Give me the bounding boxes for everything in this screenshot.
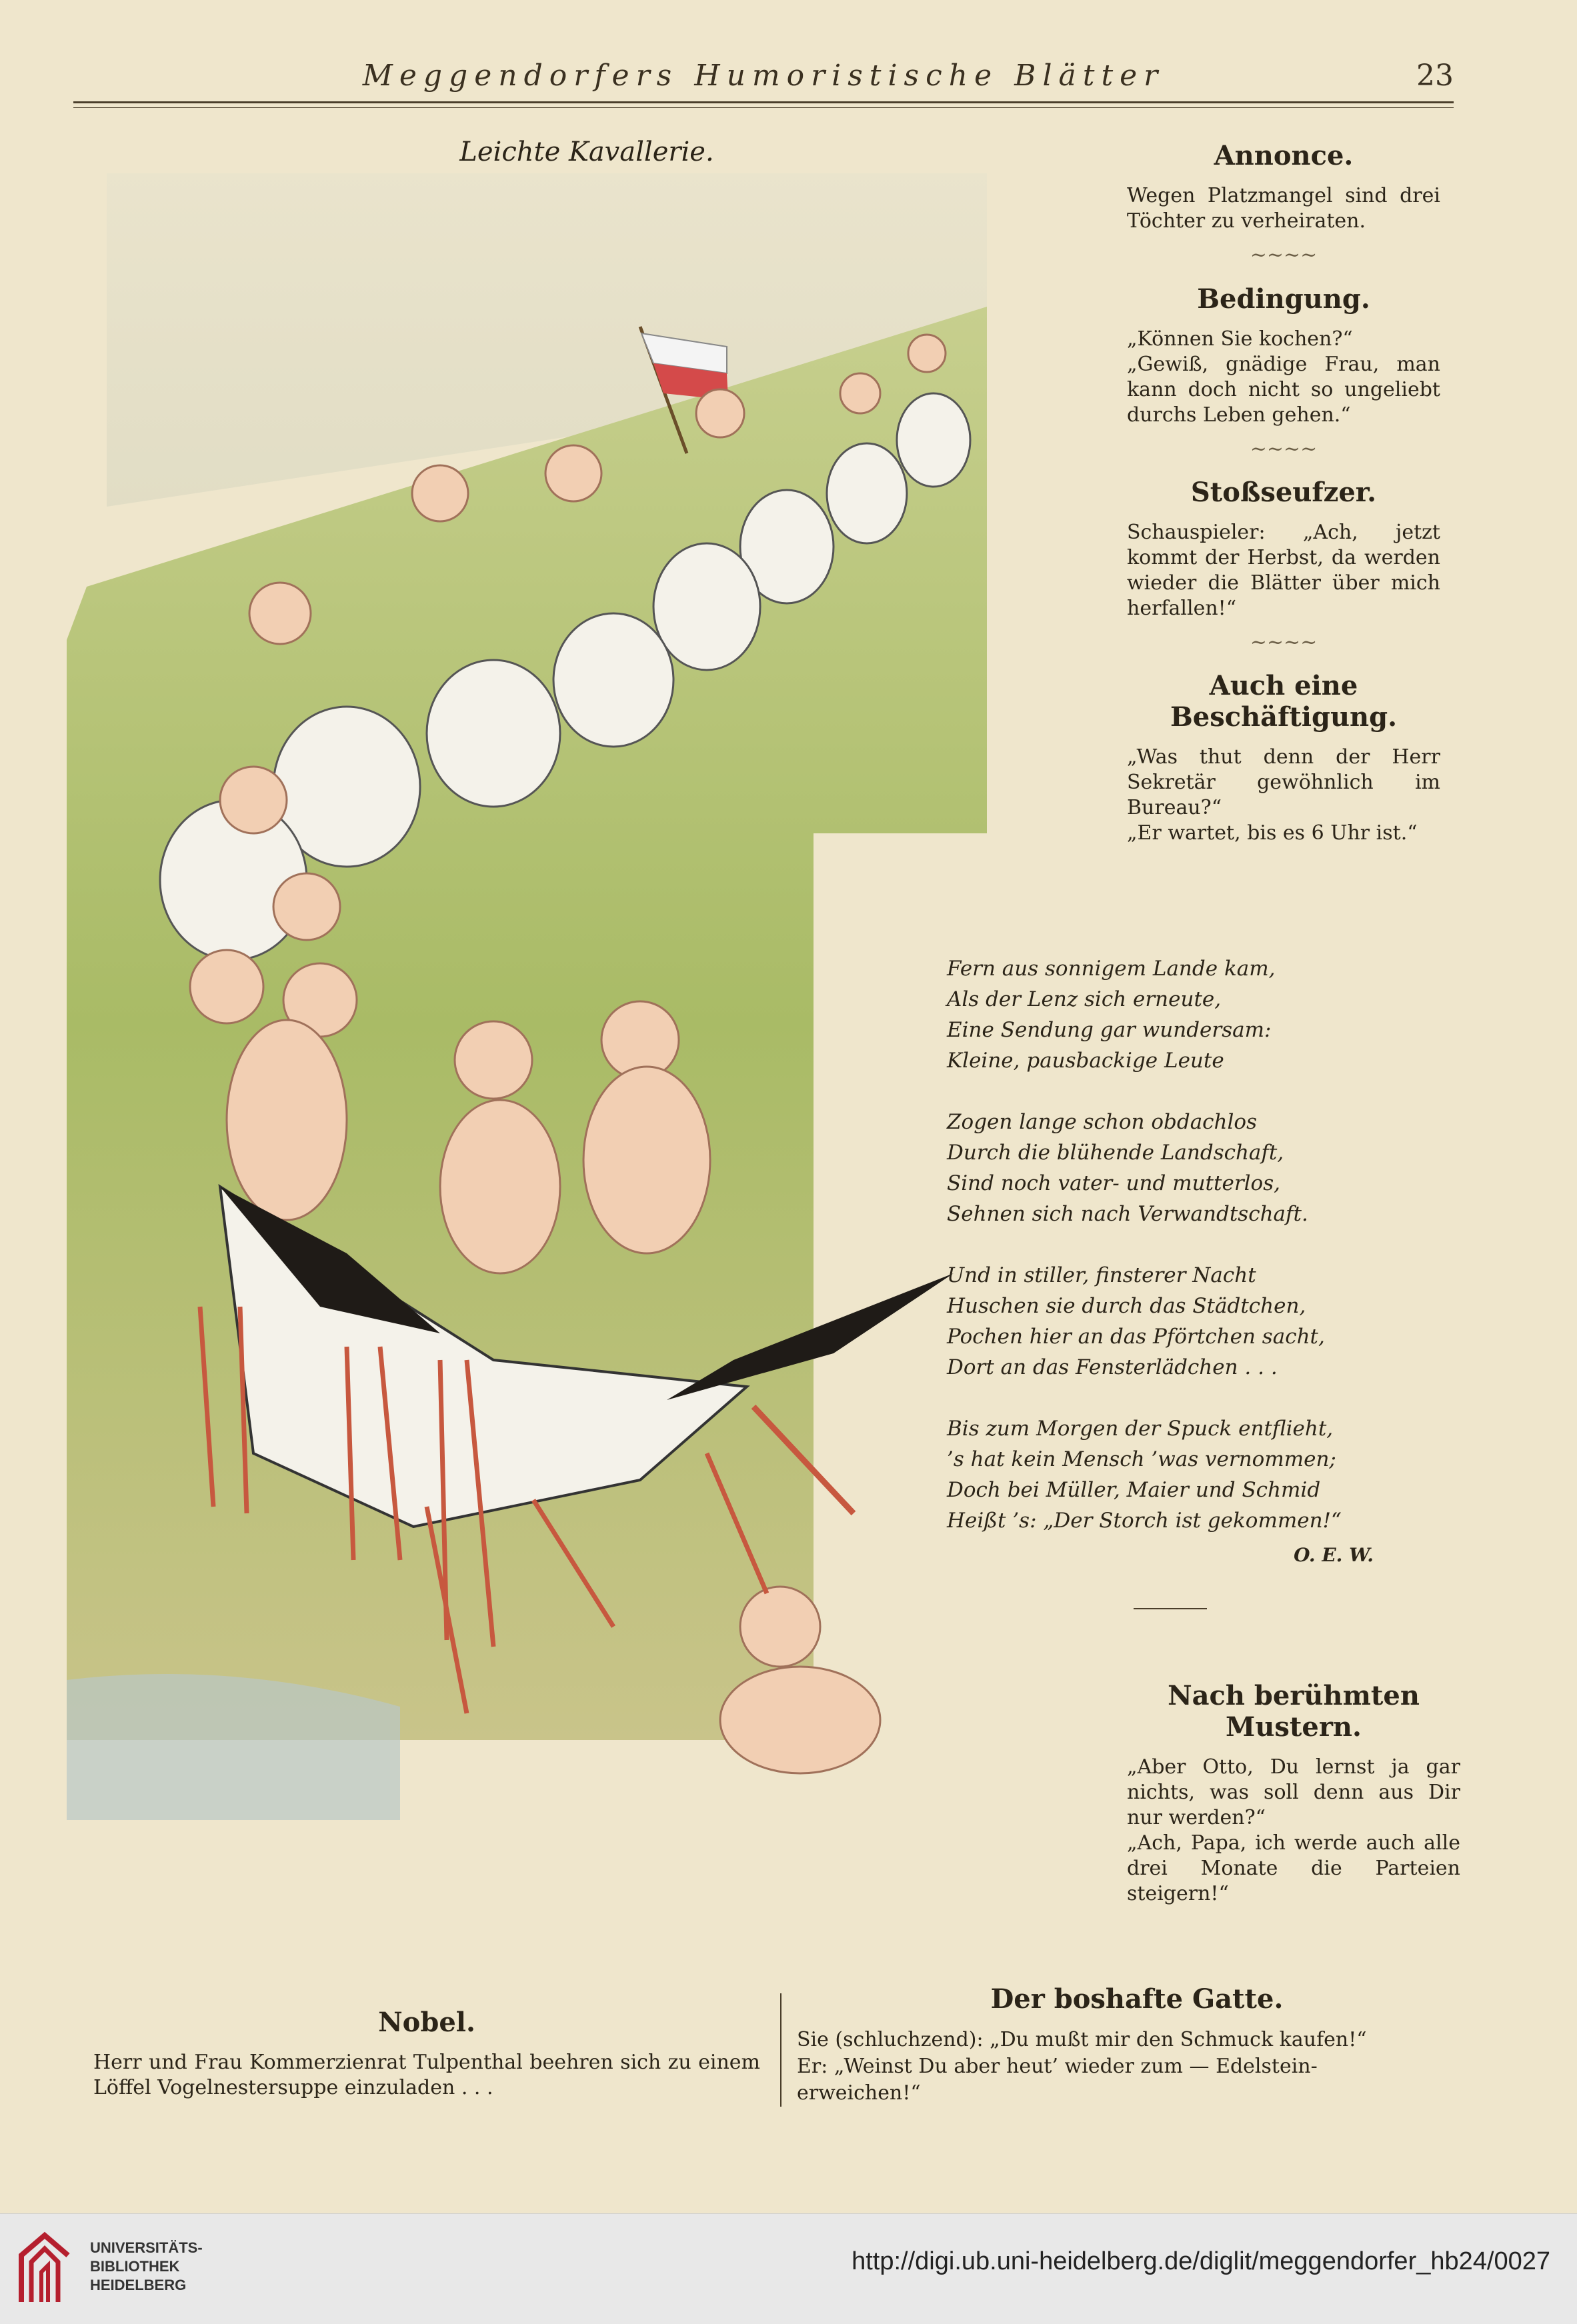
divider-squiggle: ~~~~	[1250, 243, 1318, 267]
beschaeftigung-title: Auch eine Beschäftigung.	[1170, 670, 1398, 733]
nobel-title: Nobel.	[378, 2007, 475, 2038]
library-footer	[0, 2213, 1577, 2324]
gatte-line-sie: Sie (schluchzend): „Du mußt mir den Schmuck kaufen!“	[797, 2028, 1367, 2051]
muster-title: Nach berühmten Mustern.	[1168, 1680, 1420, 1743]
divider-squiggle: ~~~~	[1250, 631, 1318, 654]
gatte-title: Der boshafte Gatte.	[990, 1983, 1284, 2015]
header-rule	[73, 101, 1454, 103]
library-logo-icon[interactable]	[15, 2229, 75, 2309]
poem-stanza: Und in stiller, finsterer Nacht Huschen sie durch das Städtchen, Pochen hier an das Pförtchen sacht, Dort an das Fensterlädchen . . .	[947, 1263, 1325, 1379]
poem-stanza: Bis zum Morgen der Spuck entflieht, ’s hat kein Mensch ’was vernommen; Doch bei Müller, Maier und Schmid Heißt ’s: „Der Storch ist gekommen!“	[947, 1417, 1342, 1533]
nobel-text: Herr und Frau Kommerzienrat Tulpenthal beehren sich zu einem Löffel Vogelnestersuppe einzuladen . . .	[93, 2051, 760, 2099]
page-number: 23	[1416, 59, 1454, 93]
section-gatte	[797, 1983, 1477, 2107]
bedingung-text: „Können Sie kochen?“ „Gewiß, gnädige Frau, man kann doch nicht so ungeliebt durchs Leben gehen.“	[1127, 327, 1440, 427]
beschaeftigung-text: „Was thut denn der Herr Sekretär gewöhnlich im Bureau?“ „Er wartet, bis es 6 Uhr ist.“	[1127, 745, 1440, 845]
annonce-text: Wegen Platzmangel sind drei Töchter zu verheiraten.	[1127, 184, 1440, 233]
stossseufzer-text: Schauspieler: „Ach, jetzt kommt der Herbst, da werden wieder die Blätter über mich herfallen!“	[1127, 521, 1440, 620]
section-beschaeftigung	[1127, 670, 1440, 846]
muster-text: „Aber Otto, Du lernst ja gar nichts, was soll denn aus Dir nur werden?“ „Ach, Papa, ich werde auch alle drei Monate die Parteien steigern!“	[1127, 1755, 1460, 1905]
page-header	[73, 59, 1454, 105]
poem	[947, 953, 1400, 1571]
annonce-title: Annonce.	[1214, 140, 1354, 171]
bedingung-title: Bedingung.	[1197, 283, 1370, 315]
section-rule	[1134, 1608, 1207, 1609]
stossseufzer-title: Stoßseufzer.	[1190, 477, 1377, 508]
section-bedingung	[1127, 283, 1440, 470]
section-annonce	[1127, 140, 1440, 276]
column-divider	[780, 1993, 781, 2107]
journal-title: Meggendorfers Humoristische Blätter	[362, 59, 1165, 93]
section-stossseufzer	[1127, 477, 1440, 663]
illustration-title: Leichte Kavallerie.	[459, 137, 714, 167]
section-nobel	[93, 2007, 760, 2101]
section-muster	[1127, 1680, 1460, 1907]
header-rule-thin	[73, 107, 1454, 108]
poem-signature: O. E. W.	[1294, 1544, 1374, 1566]
library-name[interactable]: UNIVERSITÄTS- BIBLIOTHEK HEIDELBERG	[90, 2239, 203, 2293]
source-url-link[interactable]: http://digi.ub.uni-heidelberg.de/diglit/meggendorfer_hb24/0027	[852, 2247, 1550, 2275]
stork-cherub-drawing	[67, 173, 1014, 1820]
poem-stanza: Zogen lange schon obdachlos Durch die blühende Landschaft, Sind noch vater- und mutterlos, Sehnen sich nach Verwandtschaft.	[947, 1110, 1308, 1226]
gatte-line-er: Er: „Weinst Du aber heut’ wieder zum — Edelstein- erweichen!“	[797, 2055, 1318, 2105]
divider-squiggle: ~~~~	[1250, 437, 1318, 461]
poem-stanza: Fern aus sonnigem Lande kam, Als der Lenz sich erneute, Eine Sendung gar wundersam: Kleine, pausbackige Leute	[947, 957, 1276, 1073]
stork-illustration	[67, 173, 1014, 1820]
